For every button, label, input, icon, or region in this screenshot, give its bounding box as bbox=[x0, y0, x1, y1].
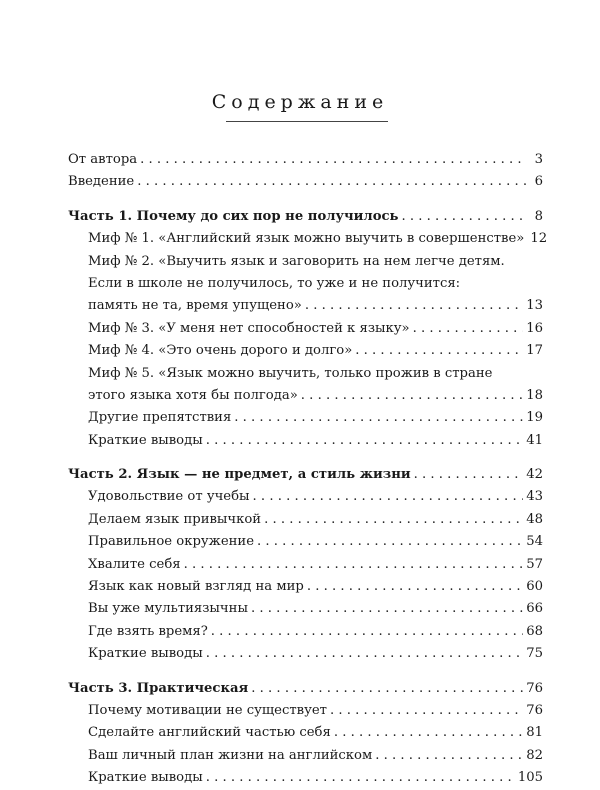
dot-leader bbox=[140, 149, 526, 171]
toc-page-number: 18 bbox=[526, 387, 543, 403]
toc-entry[interactable] bbox=[68, 598, 543, 620]
toc-part-label: Часть 2. Язык — не предмет, а стиль жизни bbox=[68, 467, 411, 483]
toc-entry[interactable] bbox=[68, 767, 543, 789]
toc-page-number: 54 bbox=[526, 534, 543, 550]
toc-entry[interactable] bbox=[68, 576, 543, 598]
toc-page-number: 19 bbox=[526, 410, 543, 426]
toc-part-1[interactable] bbox=[68, 206, 543, 228]
title-underline bbox=[226, 121, 388, 122]
dot-leader bbox=[211, 621, 523, 643]
toc-entry-summary[interactable] bbox=[68, 430, 543, 452]
toc-entry-myth-1[interactable] bbox=[68, 228, 548, 250]
dot-leader bbox=[251, 598, 523, 620]
toc-page-number: 82 bbox=[526, 747, 543, 763]
toc-entry-label: Почему мотивации не существует bbox=[88, 702, 327, 718]
toc-entry-label: Делаем язык привычкой bbox=[88, 511, 262, 527]
toc-entry-label: Краткие выводы bbox=[88, 646, 203, 662]
toc-entry-label: Другие препятствия bbox=[88, 410, 232, 426]
toc-entry[interactable] bbox=[68, 643, 543, 665]
toc-entry-label: Хвалите себя bbox=[88, 556, 181, 572]
toc-entry-label: Миф № 4. «Это очень дорого и долго» bbox=[88, 343, 353, 359]
toc-entry-label: Где взять время? bbox=[88, 623, 208, 639]
dot-leader bbox=[206, 430, 523, 452]
dot-leader bbox=[257, 531, 523, 553]
dot-leader bbox=[305, 295, 523, 317]
dot-leader bbox=[184, 554, 524, 576]
toc-page-number: 81 bbox=[526, 725, 543, 741]
toc-entry-label: Введение bbox=[68, 174, 135, 190]
toc-entry[interactable] bbox=[68, 554, 543, 576]
dot-leader bbox=[330, 700, 523, 722]
toc-entry-myth-2[interactable] bbox=[68, 295, 543, 317]
toc-entry-label: Миф № 3. «У меня нет способностей к языку» bbox=[88, 320, 410, 336]
toc-entry-label: Сделайте английский частью себя bbox=[88, 725, 331, 741]
dot-leader bbox=[137, 171, 526, 193]
toc-page-number: 12 bbox=[530, 231, 548, 247]
toc-page-number: 42 bbox=[526, 467, 543, 483]
toc-page-number: 68 bbox=[526, 623, 543, 639]
dot-leader bbox=[253, 486, 524, 508]
toc-entry-introduction[interactable] bbox=[68, 171, 543, 193]
toc-entry[interactable] bbox=[68, 509, 543, 531]
toc-entry-myth-4[interactable] bbox=[68, 340, 543, 362]
toc-page-number: 17 bbox=[526, 343, 543, 359]
toc-part-3[interactable] bbox=[68, 678, 543, 700]
dot-leader bbox=[334, 722, 523, 744]
toc-page-number: 16 bbox=[526, 320, 543, 336]
toc-entry-label: Язык как новый взгляд на мир bbox=[88, 579, 304, 595]
toc-entry-line[interactable]: Миф № 2. «Выучить язык и заговорить на нем легче детям. bbox=[88, 253, 505, 269]
toc-entry-label: Вы уже мультиязычны bbox=[88, 601, 248, 617]
toc-entry-label: Удовольствие от учебы bbox=[88, 489, 250, 505]
toc-page-number: 13 bbox=[526, 298, 543, 314]
toc-entry-label: память не та, время упущено» bbox=[88, 298, 302, 314]
toc-entry[interactable] bbox=[68, 700, 543, 722]
toc-part-label: Часть 3. Практическая bbox=[68, 680, 249, 696]
toc-entry-author[interactable] bbox=[68, 149, 543, 171]
toc-page-number: 43 bbox=[526, 489, 543, 505]
toc-page-number: 57 bbox=[526, 556, 543, 572]
toc-entry[interactable] bbox=[68, 486, 543, 508]
toc-entry-line[interactable]: Миф № 5. «Язык можно выучить, только прожив в стране bbox=[88, 365, 493, 381]
toc-entry-myth-5[interactable] bbox=[68, 385, 543, 407]
toc-entry-label: Миф № 1. «Английский язык можно выучить в совершенстве» bbox=[88, 231, 525, 247]
toc-page-number: 76 bbox=[526, 680, 543, 696]
toc-entry[interactable] bbox=[68, 621, 543, 643]
dot-leader bbox=[206, 643, 523, 665]
toc-entry-label: Краткие выводы bbox=[88, 770, 203, 786]
dot-leader bbox=[301, 385, 523, 407]
toc-part-label: Часть 1. Почему до сих пор не получилось bbox=[68, 208, 399, 224]
dot-leader bbox=[307, 576, 523, 598]
toc-page-number: 75 bbox=[526, 646, 543, 662]
dot-leader bbox=[413, 318, 524, 340]
toc-page-number: 6 bbox=[534, 174, 543, 190]
dot-leader bbox=[206, 767, 515, 789]
toc-entry-other-obstacles[interactable] bbox=[68, 407, 543, 429]
dot-leader bbox=[414, 464, 524, 486]
table-of-contents bbox=[68, 149, 548, 790]
dot-leader bbox=[402, 206, 527, 228]
toc-page-number: 105 bbox=[517, 770, 543, 786]
toc-entry-line[interactable]: Если в школе не получилось, то уже и не получится: bbox=[88, 275, 461, 291]
toc-entry-label: Краткие выводы bbox=[88, 432, 203, 448]
toc-page-number: 8 bbox=[534, 208, 543, 224]
toc-page-number: 66 bbox=[526, 601, 543, 617]
toc-entry-label: Ваш личный план жизни на английском bbox=[88, 747, 373, 763]
dot-leader bbox=[264, 509, 523, 531]
toc-entry[interactable] bbox=[68, 722, 543, 744]
toc-entry-myth-3[interactable] bbox=[68, 318, 543, 340]
toc-page-number: 48 bbox=[526, 511, 543, 527]
toc-entry[interactable] bbox=[68, 745, 543, 767]
toc-page-number: 76 bbox=[526, 702, 543, 718]
toc-entry-label: От автора bbox=[68, 152, 138, 167]
dot-leader bbox=[234, 407, 523, 429]
toc-entry[interactable] bbox=[68, 531, 543, 553]
dot-leader bbox=[251, 678, 523, 700]
toc-entry-label: этого языка хотя бы полгода» bbox=[88, 387, 298, 403]
toc-entry-label: Правильное окружение bbox=[88, 534, 255, 550]
dot-leader bbox=[375, 745, 523, 767]
dot-leader bbox=[355, 340, 523, 362]
toc-page-number: 60 bbox=[526, 579, 543, 595]
toc-page-number: 3 bbox=[534, 152, 543, 167]
page-title: Содержание bbox=[211, 91, 389, 113]
toc-page-number: 41 bbox=[526, 432, 543, 448]
toc-part-2[interactable] bbox=[68, 464, 543, 486]
